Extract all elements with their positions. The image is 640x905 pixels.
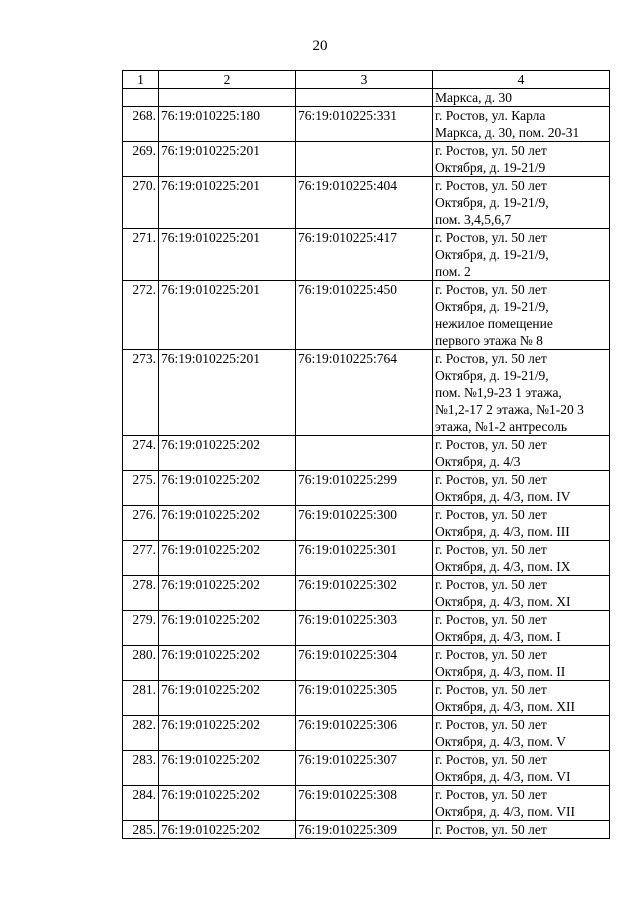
address-line: Октября, д. 19-21/9, xyxy=(435,299,549,314)
row-number-cell: 277. xyxy=(123,541,159,576)
row-number-cell: 274. xyxy=(123,436,159,471)
column-header-4: 4 xyxy=(433,71,610,89)
address-line: г. Ростов, ул. 50 лет xyxy=(435,787,547,802)
address-line: Октября, д. 4/3, пом. XI xyxy=(435,594,571,609)
table-row xyxy=(123,821,610,839)
address-line: Октября, д. 4/3, пом. IX xyxy=(435,559,571,574)
address-cell xyxy=(433,576,610,611)
address-line: Октября, д. 4/3, пом. V xyxy=(435,734,567,749)
address-line: Маркса, д. 30, пом. 20-31 xyxy=(435,125,580,140)
cadastral-number-cell: 76:19:010225:202 xyxy=(159,506,296,541)
address-cell xyxy=(433,786,610,821)
premises-cadastral-cell xyxy=(296,142,433,177)
cadastral-number-cell: 76:19:010225:202 xyxy=(159,541,296,576)
row-number-cell: 279. xyxy=(123,611,159,646)
cadastral-number-cell: 76:19:010225:202 xyxy=(159,576,296,611)
address-line: Октября, д. 4/3, пом. IV xyxy=(435,489,571,504)
address-cell xyxy=(433,821,610,839)
address-line: г. Ростов, ул. 50 лет xyxy=(435,612,547,627)
premises-cadastral-cell: 76:19:010225:301 xyxy=(296,541,433,576)
page-number: 20 xyxy=(312,38,328,54)
row-number-cell: 278. xyxy=(123,576,159,611)
cadastral-number-cell: 76:19:010225:201 xyxy=(159,177,296,229)
address-line: пом. 3,4,5,6,7 xyxy=(435,212,512,227)
address-line: г. Ростов, ул. 50 лет xyxy=(435,282,547,297)
row-number-cell: 269. xyxy=(123,142,159,177)
cadastral-number-cell: 76:19:010225:201 xyxy=(159,350,296,436)
row-number-cell: 272. xyxy=(123,281,159,350)
cadastral-table xyxy=(122,70,610,839)
table-row xyxy=(123,177,610,229)
row-number-cell: 285. xyxy=(123,821,159,839)
address-line: Октября, д. 19-21/9 xyxy=(435,160,546,175)
table-row xyxy=(123,107,610,142)
address-line: г. Ростов, ул. 50 лет xyxy=(435,507,547,522)
cadastral-number-cell: 76:19:010225:201 xyxy=(159,281,296,350)
cadastral-number-cell: 76:19:010225:202 xyxy=(159,436,296,471)
premises-cadastral-cell: 76:19:010225:302 xyxy=(296,576,433,611)
address-line: г. Ростов, ул. 50 лет xyxy=(435,472,547,487)
premises-cadastral-cell: 76:19:010225:307 xyxy=(296,751,433,786)
address-line: Маркса, д. 30 xyxy=(435,90,512,105)
address-cell xyxy=(433,281,610,350)
address-cell xyxy=(433,541,610,576)
premises-cadastral-cell: 76:19:010225:331 xyxy=(296,107,433,142)
cadastral-number-cell: 76:19:010225:202 xyxy=(159,786,296,821)
premises-cadastral-cell: 76:19:010225:300 xyxy=(296,506,433,541)
table-row xyxy=(123,611,610,646)
table-row xyxy=(123,229,610,281)
table-row xyxy=(123,436,610,471)
address-line: Октября, д. 4/3, пом. I xyxy=(435,629,561,644)
column-header-1: 1 xyxy=(123,71,159,89)
premises-cadastral-cell: 76:19:010225:404 xyxy=(296,177,433,229)
address-line: Октября, д. 19-21/9, xyxy=(435,195,549,210)
row-number-cell: 283. xyxy=(123,751,159,786)
table-row xyxy=(123,506,610,541)
premises-cadastral-cell xyxy=(296,436,433,471)
address-line: этажа, №1-2 антресоль xyxy=(435,419,567,434)
table-row xyxy=(123,751,610,786)
address-line: пом. №1,9-23 1 этажа, xyxy=(435,385,562,400)
premises-cadastral-cell: 76:19:010225:417 xyxy=(296,229,433,281)
premises-cadastral-cell: 76:19:010225:299 xyxy=(296,471,433,506)
address-cell xyxy=(433,436,610,471)
cadastral-number-cell: 76:19:010225:202 xyxy=(159,716,296,751)
premises-cadastral-cell: 76:19:010225:450 xyxy=(296,281,433,350)
address-line: Октября, д. 4/3, пом. III xyxy=(435,524,570,539)
address-line: Октября, д. 4/3, пом. XII xyxy=(435,699,576,714)
address-line: г. Ростов, ул. 50 лет xyxy=(435,717,547,732)
address-line: г. Ростов, ул. 50 лет xyxy=(435,178,547,193)
row-number-cell: 280. xyxy=(123,646,159,681)
address-line: пом. 2 xyxy=(435,264,471,279)
table-row xyxy=(123,350,610,436)
address-cell xyxy=(433,751,610,786)
table-row xyxy=(123,576,610,611)
address-line: г. Ростов, ул. 50 лет xyxy=(435,437,547,452)
address-line: Октября, д. 4/3, пом. VI xyxy=(435,769,571,784)
row-number-cell: 275. xyxy=(123,471,159,506)
cadastral-number-cell: 76:19:010225:201 xyxy=(159,142,296,177)
address-cell xyxy=(433,506,610,541)
row-number-cell: 284. xyxy=(123,786,159,821)
address-cell xyxy=(433,646,610,681)
address-line: Октября, д. 19-21/9, xyxy=(435,247,549,262)
address-line: г. Ростов, ул. 50 лет xyxy=(435,682,547,697)
premises-cadastral-cell: 76:19:010225:306 xyxy=(296,716,433,751)
table-row xyxy=(123,786,610,821)
address-line: Октября, д. 19-21/9, xyxy=(435,368,549,383)
table-row xyxy=(123,471,610,506)
address-line: г. Ростов, ул. 50 лет xyxy=(435,230,547,245)
table-row xyxy=(123,646,610,681)
premises-cadastral-cell: 76:19:010225:309 xyxy=(296,821,433,839)
address-cell xyxy=(433,142,610,177)
premises-cadastral-cell: 76:19:010225:304 xyxy=(296,646,433,681)
table-body xyxy=(123,89,610,839)
table-row xyxy=(123,681,610,716)
table-row xyxy=(123,142,610,177)
address-cell xyxy=(433,471,610,506)
address-line: нежилое помещение xyxy=(435,316,553,331)
table-row-carry-over xyxy=(123,89,610,107)
address-cell xyxy=(433,177,610,229)
row-number-cell: 282. xyxy=(123,716,159,751)
premises-cadastral-cell: 76:19:010225:764 xyxy=(296,350,433,436)
address-cell xyxy=(433,350,610,436)
cadastral-number-cell: 76:19:010225:202 xyxy=(159,751,296,786)
row-number-cell: 281. xyxy=(123,681,159,716)
premises-cadastral-cell: 76:19:010225:303 xyxy=(296,611,433,646)
address-cell xyxy=(433,89,610,107)
cadastral-number-cell: 76:19:010225:201 xyxy=(159,229,296,281)
column-header-2: 2 xyxy=(159,71,296,89)
premises-cadastral-cell xyxy=(296,89,433,107)
address-line: г. Ростов, ул. 50 лет xyxy=(435,351,547,366)
table-row xyxy=(123,541,610,576)
cadastral-number-cell: 76:19:010225:180 xyxy=(159,107,296,142)
address-line: г. Ростов, ул. 50 лет xyxy=(435,647,547,662)
address-line: Октября, д. 4/3, пом. II xyxy=(435,664,566,679)
address-line: №1,2-17 2 этажа, №1-20 3 xyxy=(435,402,584,417)
premises-cadastral-cell: 76:19:010225:305 xyxy=(296,681,433,716)
cadastral-number-cell: 76:19:010225:202 xyxy=(159,611,296,646)
address-cell xyxy=(433,611,610,646)
table-header-row xyxy=(123,71,610,89)
premises-cadastral-cell: 76:19:010225:308 xyxy=(296,786,433,821)
row-number-cell: 271. xyxy=(123,229,159,281)
column-header-3: 3 xyxy=(296,71,433,89)
address-line: г. Ростов, ул. 50 лет xyxy=(435,822,547,837)
table-row xyxy=(123,716,610,751)
address-cell xyxy=(433,716,610,751)
row-number-cell: 276. xyxy=(123,506,159,541)
address-line: г. Ростов, ул. 50 лет xyxy=(435,577,547,592)
row-number-cell: 270. xyxy=(123,177,159,229)
address-cell xyxy=(433,107,610,142)
address-line: Октября, д. 4/3, пом. VII xyxy=(435,804,576,819)
address-line: Октября, д. 4/3 xyxy=(435,454,521,469)
address-cell xyxy=(433,681,610,716)
address-line: первого этажа № 8 xyxy=(435,333,543,348)
cadastral-number-cell: 76:19:010225:202 xyxy=(159,681,296,716)
address-line: г. Ростов, ул. Карла xyxy=(435,108,546,123)
cadastral-number-cell: 76:19:010225:202 xyxy=(159,471,296,506)
cadastral-number-cell: 76:19:010225:202 xyxy=(159,646,296,681)
address-cell xyxy=(433,229,610,281)
row-number-cell: 273. xyxy=(123,350,159,436)
row-number-cell xyxy=(123,89,159,107)
cadastral-number-cell: 76:19:010225:202 xyxy=(159,821,296,839)
address-line: г. Ростов, ул. 50 лет xyxy=(435,143,547,158)
table-row xyxy=(123,281,610,350)
address-line: г. Ростов, ул. 50 лет xyxy=(435,752,547,767)
cadastral-number-cell xyxy=(159,89,296,107)
row-number-cell: 268. xyxy=(123,107,159,142)
address-line: г. Ростов, ул. 50 лет xyxy=(435,542,547,557)
